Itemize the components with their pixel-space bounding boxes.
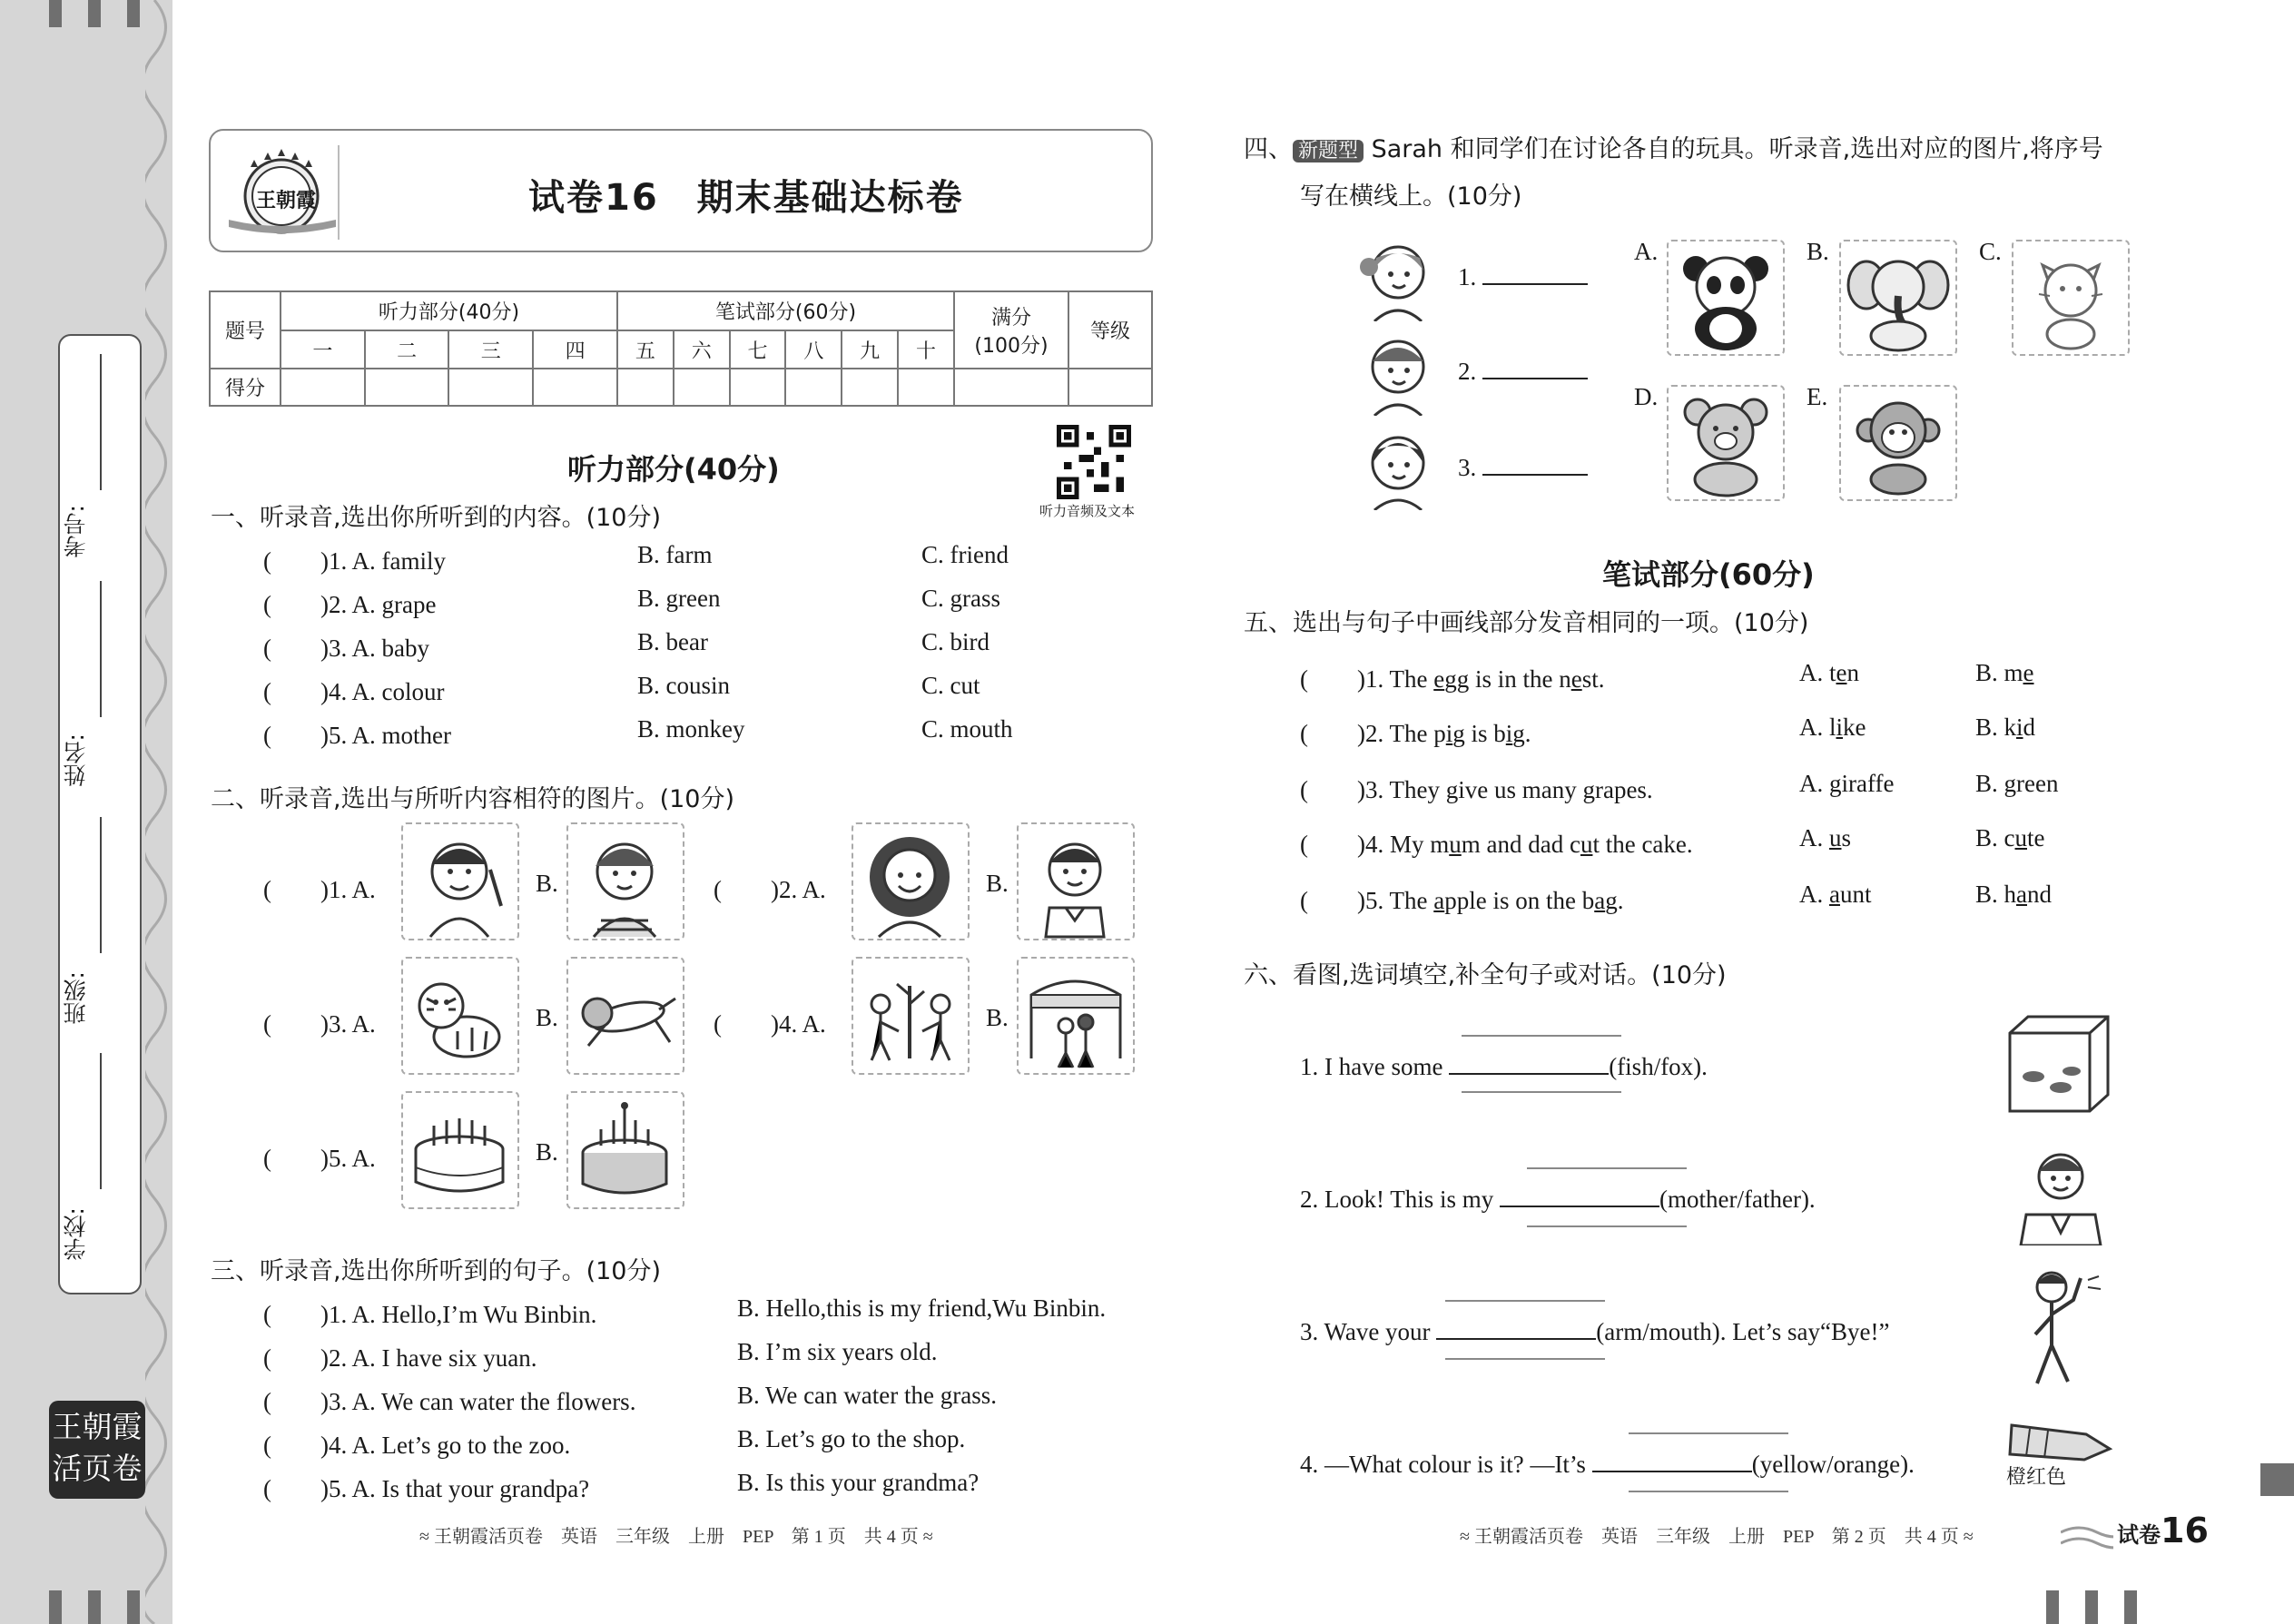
- t: ( )3. They: [1300, 776, 1446, 803]
- score-cell[interactable]: [448, 369, 533, 406]
- s5-q1-p: ( )1. The: [1300, 665, 1434, 693]
- s5-q4-option-a[interactable]: [1799, 824, 1851, 852]
- s6-q3-a: 3. Wave your: [1300, 1318, 1431, 1345]
- bind-tick: [88, 1590, 101, 1624]
- zoo-gate-image[interactable]: [1017, 957, 1135, 1075]
- class-label: 班级:: [63, 971, 89, 1025]
- lion-jumping-image[interactable]: [566, 957, 684, 1075]
- s3-q2-option-b[interactable]: B. I’m six years old.: [737, 1338, 938, 1365]
- score-cell[interactable]: [533, 369, 617, 406]
- t: u: [1580, 831, 1593, 858]
- class-field[interactable]: [100, 817, 102, 953]
- section-5-title: 五、选出与句子中画线部分发音相同的一项。(10分): [1244, 609, 1809, 637]
- s2-q1-b-label: B.: [536, 870, 558, 897]
- s5-q5-sentence[interactable]: [1300, 881, 1623, 916]
- new-type-badge: 新题型: [1293, 140, 1364, 162]
- name-label: 姓名:: [63, 733, 89, 787]
- girl-avatar-1: [1356, 231, 1438, 321]
- t: B. k: [1975, 714, 2017, 741]
- s5-q1-option-a[interactable]: [1799, 659, 1859, 687]
- guide-line: [1629, 1491, 1788, 1492]
- score-cell[interactable]: [281, 369, 365, 406]
- s5-q4-sentence[interactable]: [1300, 824, 1693, 860]
- s6-q4: [1300, 1447, 1915, 1479]
- t: A. l: [1799, 714, 1836, 741]
- s3-q1-option-b[interactable]: B. Hello,this is my friend,Wu Binbin.: [737, 1294, 1107, 1322]
- score-row-label: 得分: [210, 369, 281, 406]
- guide-line: [1527, 1225, 1687, 1227]
- name-field[interactable]: [100, 581, 102, 717]
- writing-section-title: 笔试部分(60分): [1602, 557, 1815, 592]
- paper-number: 16: [2161, 1511, 2209, 1550]
- t: d: [2023, 714, 2036, 741]
- s2-q3-label: ( )3. A.: [263, 1010, 376, 1038]
- bind-tick: [2260, 1463, 2294, 1496]
- paper-label: 试卷: [2117, 1522, 2161, 1548]
- t: t the cake.: [1592, 831, 1693, 858]
- bind-tick: [88, 0, 101, 27]
- guide-line: [1629, 1432, 1788, 1434]
- section-6-title: 六、看图,选词填空,补全句子或对话。(10分): [1244, 961, 1727, 989]
- t: ke: [1843, 714, 1866, 741]
- elephant-toy-image[interactable]: [1839, 240, 1957, 356]
- s5-q1-u2: e: [1570, 665, 1582, 693]
- full-score-line2: (100分): [974, 334, 1049, 358]
- t: A.: [1799, 824, 1829, 851]
- t: e: [1836, 659, 1847, 686]
- s4-title-2: 写在横线上。(10分): [1300, 182, 1522, 211]
- s5-q1-sentence[interactable]: [1300, 659, 1604, 694]
- t: g.: [1605, 887, 1624, 914]
- t: B. h: [1975, 881, 2017, 908]
- t: ( )2. The p: [1300, 720, 1446, 747]
- q-num-cell: 一: [281, 330, 365, 369]
- s5-q3-option-a[interactable]: [1799, 770, 1894, 798]
- t: u: [1829, 824, 1842, 851]
- s1-q1-option-c[interactable]: C. friend: [921, 541, 1009, 568]
- s3-q5-option-b[interactable]: B. Is this your grandma?: [737, 1469, 980, 1496]
- s1-q5-option-c[interactable]: C. mouth: [921, 715, 1013, 743]
- t: i: [1836, 714, 1844, 741]
- s5-q5-option-a[interactable]: [1799, 881, 1872, 909]
- t: g.: [1512, 720, 1531, 747]
- exam-no-label: 考号:: [63, 505, 89, 558]
- crayon-caption: 橙红色: [2006, 1466, 2067, 1489]
- planting-tree-image[interactable]: [852, 957, 970, 1075]
- bind-tick: [2085, 1590, 2098, 1624]
- s5-q3-option-b[interactable]: [1975, 770, 2058, 798]
- paper-number-badge: [2113, 1511, 2212, 1550]
- s1-q1-option-a[interactable]: ( )1. A. family: [263, 547, 446, 575]
- s6-q3: [1300, 1314, 1889, 1346]
- boy-avatar-2: [1356, 325, 1438, 416]
- section-1-title: 一、听录音,选出你所听到的内容。(10分): [211, 504, 662, 532]
- t: a: [1829, 881, 1840, 908]
- s5-q1-m: gg is in the n: [1444, 665, 1571, 693]
- s4-q3-label: [1458, 450, 1588, 482]
- s1-q3-option-a[interactable]: ( )3. A. baby: [263, 635, 429, 662]
- qr-code-icon[interactable]: [1057, 425, 1131, 499]
- t: A.: [1799, 881, 1829, 908]
- s6-q4-blank[interactable]: [1592, 1447, 1752, 1472]
- s4-q2-blank[interactable]: [1482, 354, 1588, 379]
- q-num-cell: 二: [365, 330, 449, 369]
- s5-q1-u1: e: [1433, 665, 1445, 693]
- fish-tank-image: [2006, 1013, 2112, 1113]
- page-1-footer: ≈ 王朝霞活页卷 英语 三年级 上册 PEP 第 1 页 共 4 页 ≈: [419, 1527, 933, 1547]
- girl-curly-hair-image[interactable]: [852, 822, 970, 940]
- s1-q2-option-c[interactable]: C. grass: [921, 585, 1000, 612]
- t: u: [1449, 831, 1462, 858]
- t: iraffe: [1841, 770, 1895, 797]
- q-num-cell: 四: [533, 330, 617, 369]
- s1-q3-option-b[interactable]: B. bear: [637, 628, 708, 655]
- s1-q1-option-b[interactable]: B. farm: [637, 541, 713, 568]
- s4-prefix: 四、: [1244, 135, 1293, 163]
- s4-q2-label: [1458, 354, 1588, 386]
- col-listening-header: 听力部分(40分): [281, 291, 617, 330]
- s6-q1-a: 1. I have some: [1300, 1053, 1443, 1080]
- s1-q4-option-c[interactable]: C. cut: [921, 672, 980, 699]
- t: u: [2014, 824, 2027, 851]
- section-3-title: 三、听录音,选出你所听到的句子。(10分): [211, 1257, 662, 1285]
- s6-q1-b: (fish/fox).: [1609, 1053, 1708, 1080]
- full-score-line1: 满分: [990, 306, 1031, 330]
- t: ( )4. My m: [1300, 831, 1450, 858]
- t: B. m: [1975, 659, 2023, 686]
- exam-header: [209, 129, 1153, 252]
- t: n: [1846, 659, 1859, 686]
- monkey-toy-image[interactable]: [1839, 385, 1957, 501]
- col-writing-header: 笔试部分(60分): [617, 291, 954, 330]
- t: B.: [1975, 770, 2004, 797]
- s5-q4-option-b[interactable]: [1975, 824, 2045, 852]
- bind-tick: [49, 0, 62, 27]
- s6-q3-blank[interactable]: [1436, 1314, 1596, 1340]
- s6-q2-blank[interactable]: [1500, 1182, 1659, 1207]
- t: A.: [1799, 770, 1829, 797]
- t: i: [2016, 714, 2023, 741]
- s2-q5-label: ( )5. A.: [263, 1145, 376, 1172]
- brand-logo-line2: 活页卷: [52, 1451, 143, 1486]
- t: i: [1445, 720, 1453, 747]
- tiger-image[interactable]: [401, 957, 519, 1075]
- s1-q5-option-b[interactable]: B. monkey: [637, 715, 745, 743]
- t: g: [1445, 776, 1459, 803]
- s6-q1: [1300, 1049, 1708, 1081]
- s5-q2-option-a[interactable]: [1799, 714, 1866, 742]
- seal-logo: [227, 145, 340, 240]
- t: rapes.: [1594, 776, 1653, 803]
- score-cell[interactable]: [617, 369, 674, 406]
- s4-title-1: Sarah 和同学们在讨论各自的玩具。听录音,选出对应的图片,将序号: [1364, 135, 2103, 163]
- s4-q1-blank[interactable]: [1482, 260, 1588, 285]
- t: a: [2016, 881, 2027, 908]
- s2-q4-b-label: B.: [986, 1004, 1009, 1031]
- s2-q4-label: ( )4. A.: [714, 1010, 826, 1038]
- s3-q3-option-a[interactable]: ( )3. A. We can water the flowers.: [263, 1388, 636, 1415]
- score-cell[interactable]: [785, 369, 842, 406]
- t: g: [1582, 776, 1595, 803]
- s3-q4-option-a[interactable]: ( )4. A. Let’s go to the zoo.: [263, 1432, 571, 1459]
- s4-n3: 3.: [1458, 454, 1477, 481]
- birthday-cake-a-image[interactable]: [401, 1091, 519, 1209]
- boy-touching-ear-image[interactable]: [401, 822, 519, 940]
- bear-toy-image[interactable]: [1667, 385, 1785, 501]
- guide-line: [1462, 1035, 1621, 1037]
- bind-tick: [2124, 1590, 2137, 1624]
- s3-q2-option-a[interactable]: ( )2. A. I have six yuan.: [263, 1344, 537, 1372]
- t: ive us many: [1458, 776, 1583, 803]
- guide-line: [1445, 1300, 1605, 1302]
- t: unt: [1839, 881, 1872, 908]
- s2-q1-label: ( )1. A.: [263, 876, 376, 903]
- guide-line: [1445, 1358, 1605, 1360]
- school-label: 学校:: [63, 1207, 89, 1261]
- s1-q5-option-a[interactable]: ( )5. A. mother: [263, 722, 451, 749]
- s6-q4-b: (yellow/orange).: [1751, 1451, 1915, 1478]
- score-cell[interactable]: [1068, 369, 1152, 406]
- s6-q2-a: 2. Look! This is my: [1300, 1186, 1494, 1213]
- exam-no-field[interactable]: [100, 354, 102, 490]
- t: s: [1841, 824, 1852, 851]
- s4-opt-e-label: E.: [1807, 383, 1828, 410]
- waving-boy-image: [2010, 1265, 2104, 1389]
- s3-q4-option-b[interactable]: B. Let’s go to the shop.: [737, 1425, 966, 1452]
- s6-q1-blank[interactable]: [1449, 1049, 1609, 1075]
- s5-q2-option-b[interactable]: [1975, 714, 2035, 742]
- brand-logo-line1: 王朝霞: [52, 1409, 143, 1444]
- q-num-cell: 八: [785, 330, 842, 369]
- col-full-score-header: [954, 291, 1068, 369]
- s6-q4-a: 4. —What colour is it? —It’s: [1300, 1451, 1586, 1478]
- page-title: 试卷16 期末基础达标卷: [528, 177, 964, 219]
- t: te: [2027, 824, 2045, 851]
- t: reen: [2016, 770, 2059, 797]
- s4-opt-c-label: C.: [1979, 238, 2002, 265]
- bind-tick: [127, 0, 140, 27]
- s6-q2: [1300, 1182, 1816, 1214]
- bind-tick: [127, 1590, 140, 1624]
- girl-avatar-3: [1356, 419, 1438, 510]
- qr-caption: 听力音频及文本: [1039, 503, 1136, 519]
- seal-text: 王朝霞: [256, 190, 317, 212]
- s4-n1: 1.: [1458, 263, 1477, 290]
- s4-opt-a-label: A.: [1634, 238, 1659, 265]
- t: g is b: [1452, 720, 1506, 747]
- q-num-cell: 五: [617, 330, 674, 369]
- s1-q4-option-b[interactable]: B. cousin: [637, 672, 731, 699]
- col-grade-header: 等级: [1068, 291, 1152, 369]
- student-info-box: [58, 334, 142, 1294]
- brand-logo: [49, 1401, 145, 1499]
- cat-toy-image[interactable]: [2012, 240, 2130, 356]
- s1-q2-option-b[interactable]: B. green: [637, 585, 721, 612]
- bind-tick: [2046, 1590, 2059, 1624]
- guide-line: [1527, 1167, 1687, 1169]
- t: i: [1505, 720, 1513, 747]
- guide-line: [1462, 1091, 1621, 1093]
- t: B. c: [1975, 824, 2015, 851]
- t: e: [2023, 659, 2034, 686]
- s2-q3-b-label: B.: [536, 1004, 558, 1031]
- q-num-cell: 十: [898, 330, 954, 369]
- section-2-title: 二、听录音,选出与所听内容相符的图片。(10分): [211, 785, 735, 813]
- s4-opt-d-label: D.: [1634, 383, 1659, 410]
- score-table: [209, 290, 1153, 407]
- q-num-cell: 九: [842, 330, 898, 369]
- boy-striped-shirt-image[interactable]: [566, 822, 684, 940]
- s6-q2-b: (mother/father).: [1659, 1186, 1816, 1213]
- s6-q3-b: (arm/mouth). Let’s say“Bye!”: [1596, 1318, 1890, 1345]
- t: A. t: [1799, 659, 1836, 686]
- s2-q2-b-label: B.: [986, 870, 1009, 897]
- score-cell[interactable]: [365, 369, 449, 406]
- s4-q1-label: [1458, 260, 1588, 291]
- bind-tick: [49, 1590, 62, 1624]
- t: a: [1594, 887, 1606, 914]
- t: ( )5. The: [1300, 887, 1434, 914]
- father-image: [2015, 1146, 2106, 1245]
- t: g: [1829, 770, 1842, 797]
- s4-n2: 2.: [1458, 358, 1477, 385]
- s2-q2-label: ( )2. A.: [714, 876, 826, 903]
- s3-q5-option-a[interactable]: ( )5. A. Is that your grandpa?: [263, 1475, 590, 1502]
- s3-q1-option-a[interactable]: ( )1. A. Hello,I’m Wu Binbin.: [263, 1301, 597, 1328]
- section-4-title: [1244, 129, 2103, 164]
- binding-wave: [145, 0, 186, 1624]
- score-cell[interactable]: [730, 369, 786, 406]
- s4-opt-b-label: B.: [1807, 238, 1829, 265]
- s4-q3-blank[interactable]: [1482, 450, 1588, 476]
- t: a: [1433, 887, 1445, 914]
- panda-toy-image[interactable]: [1667, 240, 1785, 356]
- t: nd: [2027, 881, 2052, 908]
- school-field[interactable]: [100, 1053, 102, 1189]
- s5-q2-sentence[interactable]: [1300, 714, 1531, 749]
- s2-q5-b-label: B.: [536, 1138, 558, 1166]
- page-2-footer: ≈ 王朝霞活页卷 英语 三年级 上册 PEP 第 2 页 共 4 页 ≈: [1460, 1527, 1974, 1547]
- t: m and dad c: [1461, 831, 1580, 858]
- s1-q4-option-a[interactable]: ( )4. A. colour: [263, 678, 445, 705]
- q-num-cell: 七: [730, 330, 786, 369]
- t: pple is on the b: [1444, 887, 1595, 914]
- s3-q3-option-b[interactable]: B. We can water the grass.: [737, 1382, 997, 1409]
- col-number-header: 题号: [210, 291, 281, 369]
- boy-shirt-image[interactable]: [1017, 822, 1135, 940]
- birthday-cake-b-image[interactable]: [566, 1091, 684, 1209]
- s5-q1-s: st.: [1581, 665, 1605, 693]
- s5-q3-sentence[interactable]: [1300, 770, 1653, 805]
- s1-q2-option-a[interactable]: ( )2. A. grape: [263, 591, 437, 618]
- score-cell[interactable]: [954, 369, 1068, 406]
- q-num-cell: 六: [674, 330, 730, 369]
- s5-q1-option-b[interactable]: [1975, 659, 2034, 687]
- listening-section-title: 听力部分(40分): [567, 452, 780, 487]
- t: g: [2004, 770, 2017, 797]
- q-num-cell: 三: [448, 330, 533, 369]
- score-cell[interactable]: [842, 369, 898, 406]
- s5-q5-option-b[interactable]: [1975, 881, 2052, 909]
- score-cell[interactable]: [898, 369, 954, 406]
- score-cell[interactable]: [674, 369, 730, 406]
- s1-q3-option-c[interactable]: C. bird: [921, 628, 990, 655]
